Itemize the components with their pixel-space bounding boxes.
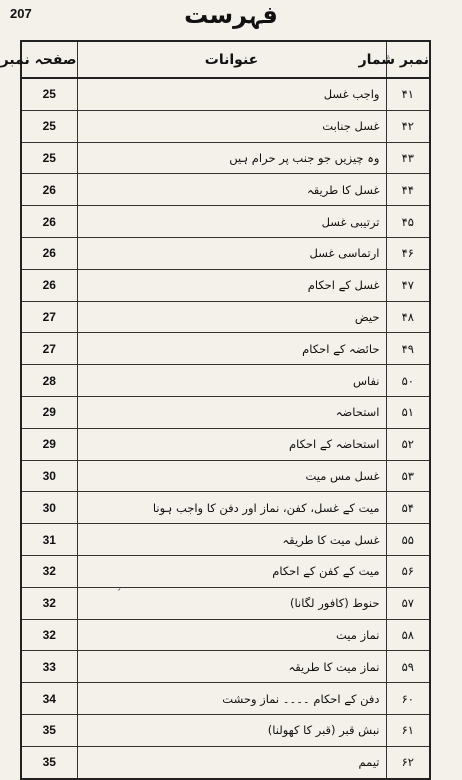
row-page-number: 30 [21,492,77,524]
row-page-number: 32 [21,587,77,619]
row-title: نماز میت کا طریقہ [77,651,386,683]
row-serial-number: ۴۳ [386,142,430,174]
row-serial-number: ۵۷ [386,587,430,619]
row-serial-number: ۶۲ [386,746,430,778]
row-title: وہ چیزیں جو جنب پر حرام ہیں [77,142,386,174]
row-serial-number: ۵۵ [386,524,430,556]
row-title: میت کے کفن کے احکام [77,555,386,587]
row-page-number: 35 [21,746,77,778]
table-row [21,206,430,238]
row-serial-number: ۴۴ [386,174,430,206]
stray-ink-mark: ˏ [116,578,122,591]
row-serial-number: ۴۵ [386,206,430,238]
page-number: 207 [10,6,32,21]
table-row [21,269,430,301]
row-serial-number: ۵۰ [386,365,430,397]
row-title: واجب غسل [77,78,386,110]
table-row [21,333,430,365]
row-page-number: 34 [21,683,77,715]
row-page-number: 25 [21,142,77,174]
row-title: غسل میت کا طریقہ [77,524,386,556]
row-serial-number: ۵۶ [386,555,430,587]
row-title: غسل کا طریقہ [77,174,386,206]
row-page-number: 32 [21,619,77,651]
table-row [21,78,430,110]
row-title: تیمم [77,746,386,778]
row-title: حنوط (کافور لگانا) [77,587,386,619]
row-title: استحاضہ کے احکام [77,428,386,460]
row-page-number: 29 [21,396,77,428]
row-page-number: 26 [21,237,77,269]
row-title: غسل جنابت [77,110,386,142]
page-heading: فہرست [184,1,278,29]
table-row [21,301,430,333]
row-page-number: 26 [21,206,77,238]
row-page-number: 26 [21,269,77,301]
row-serial-number: ۶۱ [386,714,430,746]
row-serial-number: ۴۲ [386,110,430,142]
row-title: نماز میت [77,619,386,651]
row-title: حیض [77,301,386,333]
row-serial-number: ۵۳ [386,460,430,492]
row-page-number: 25 [21,78,77,110]
table-row [21,524,430,556]
table-header-row [21,41,430,78]
table-row [21,142,430,174]
row-serial-number: ۵۲ [386,428,430,460]
row-page-number: 28 [21,365,77,397]
table-row [21,651,430,683]
table-row [21,237,430,269]
row-page-number: 35 [21,714,77,746]
row-serial-number: ۵۸ [386,619,430,651]
row-page-number: 31 [21,524,77,556]
row-serial-number: ۵۱ [386,396,430,428]
table-row [21,428,430,460]
table-row [21,619,430,651]
table-row [21,110,430,142]
table-row [21,492,430,524]
table-row [21,714,430,746]
row-title: ارتماسی غسل [77,237,386,269]
table-row [21,365,430,397]
row-title: استحاضہ [77,396,386,428]
row-title: حائضہ کے احکام [77,333,386,365]
table-of-contents [0,40,431,780]
row-title: نبش قبر (قبر کا کھولنا) [77,714,386,746]
header-serial-number: نمبر شمار [386,41,430,78]
row-title: غسل مس میت [77,460,386,492]
row-serial-number: ۴۹ [386,333,430,365]
row-title: ترتیبی غسل [77,206,386,238]
row-page-number: 27 [21,333,77,365]
row-page-number: 25 [21,110,77,142]
row-serial-number: ۵۴ [386,492,430,524]
row-title: غسل کے احکام [77,269,386,301]
table-row [21,460,430,492]
table-row [21,683,430,715]
row-page-number: 32 [21,555,77,587]
row-serial-number: ۴۸ [386,301,430,333]
row-page-number: 30 [21,460,77,492]
row-title: نفاس [77,365,386,397]
row-serial-number: ۶۰ [386,683,430,715]
header-page-number: صفحہ نمبر [21,41,77,78]
table-row [21,587,430,619]
header-titles: عنوانات [77,41,386,78]
row-page-number: 26 [21,174,77,206]
row-page-number: 33 [21,651,77,683]
row-page-number: 27 [21,301,77,333]
row-serial-number: ۴۱ [386,78,430,110]
row-serial-number: ۴۶ [386,237,430,269]
row-serial-number: ۵۹ [386,651,430,683]
row-title: میت کے غسل، کفن، نماز اور دفن کا واجب ہونا [77,492,386,524]
row-page-number: 29 [21,428,77,460]
table-row [21,174,430,206]
row-title: دفن کے احکام ۔۔۔۔ نماز وحشت [77,683,386,715]
table-row [21,396,430,428]
row-serial-number: ۴۷ [386,269,430,301]
table-row [21,746,430,778]
table-row [21,555,430,587]
table-body [21,78,430,779]
